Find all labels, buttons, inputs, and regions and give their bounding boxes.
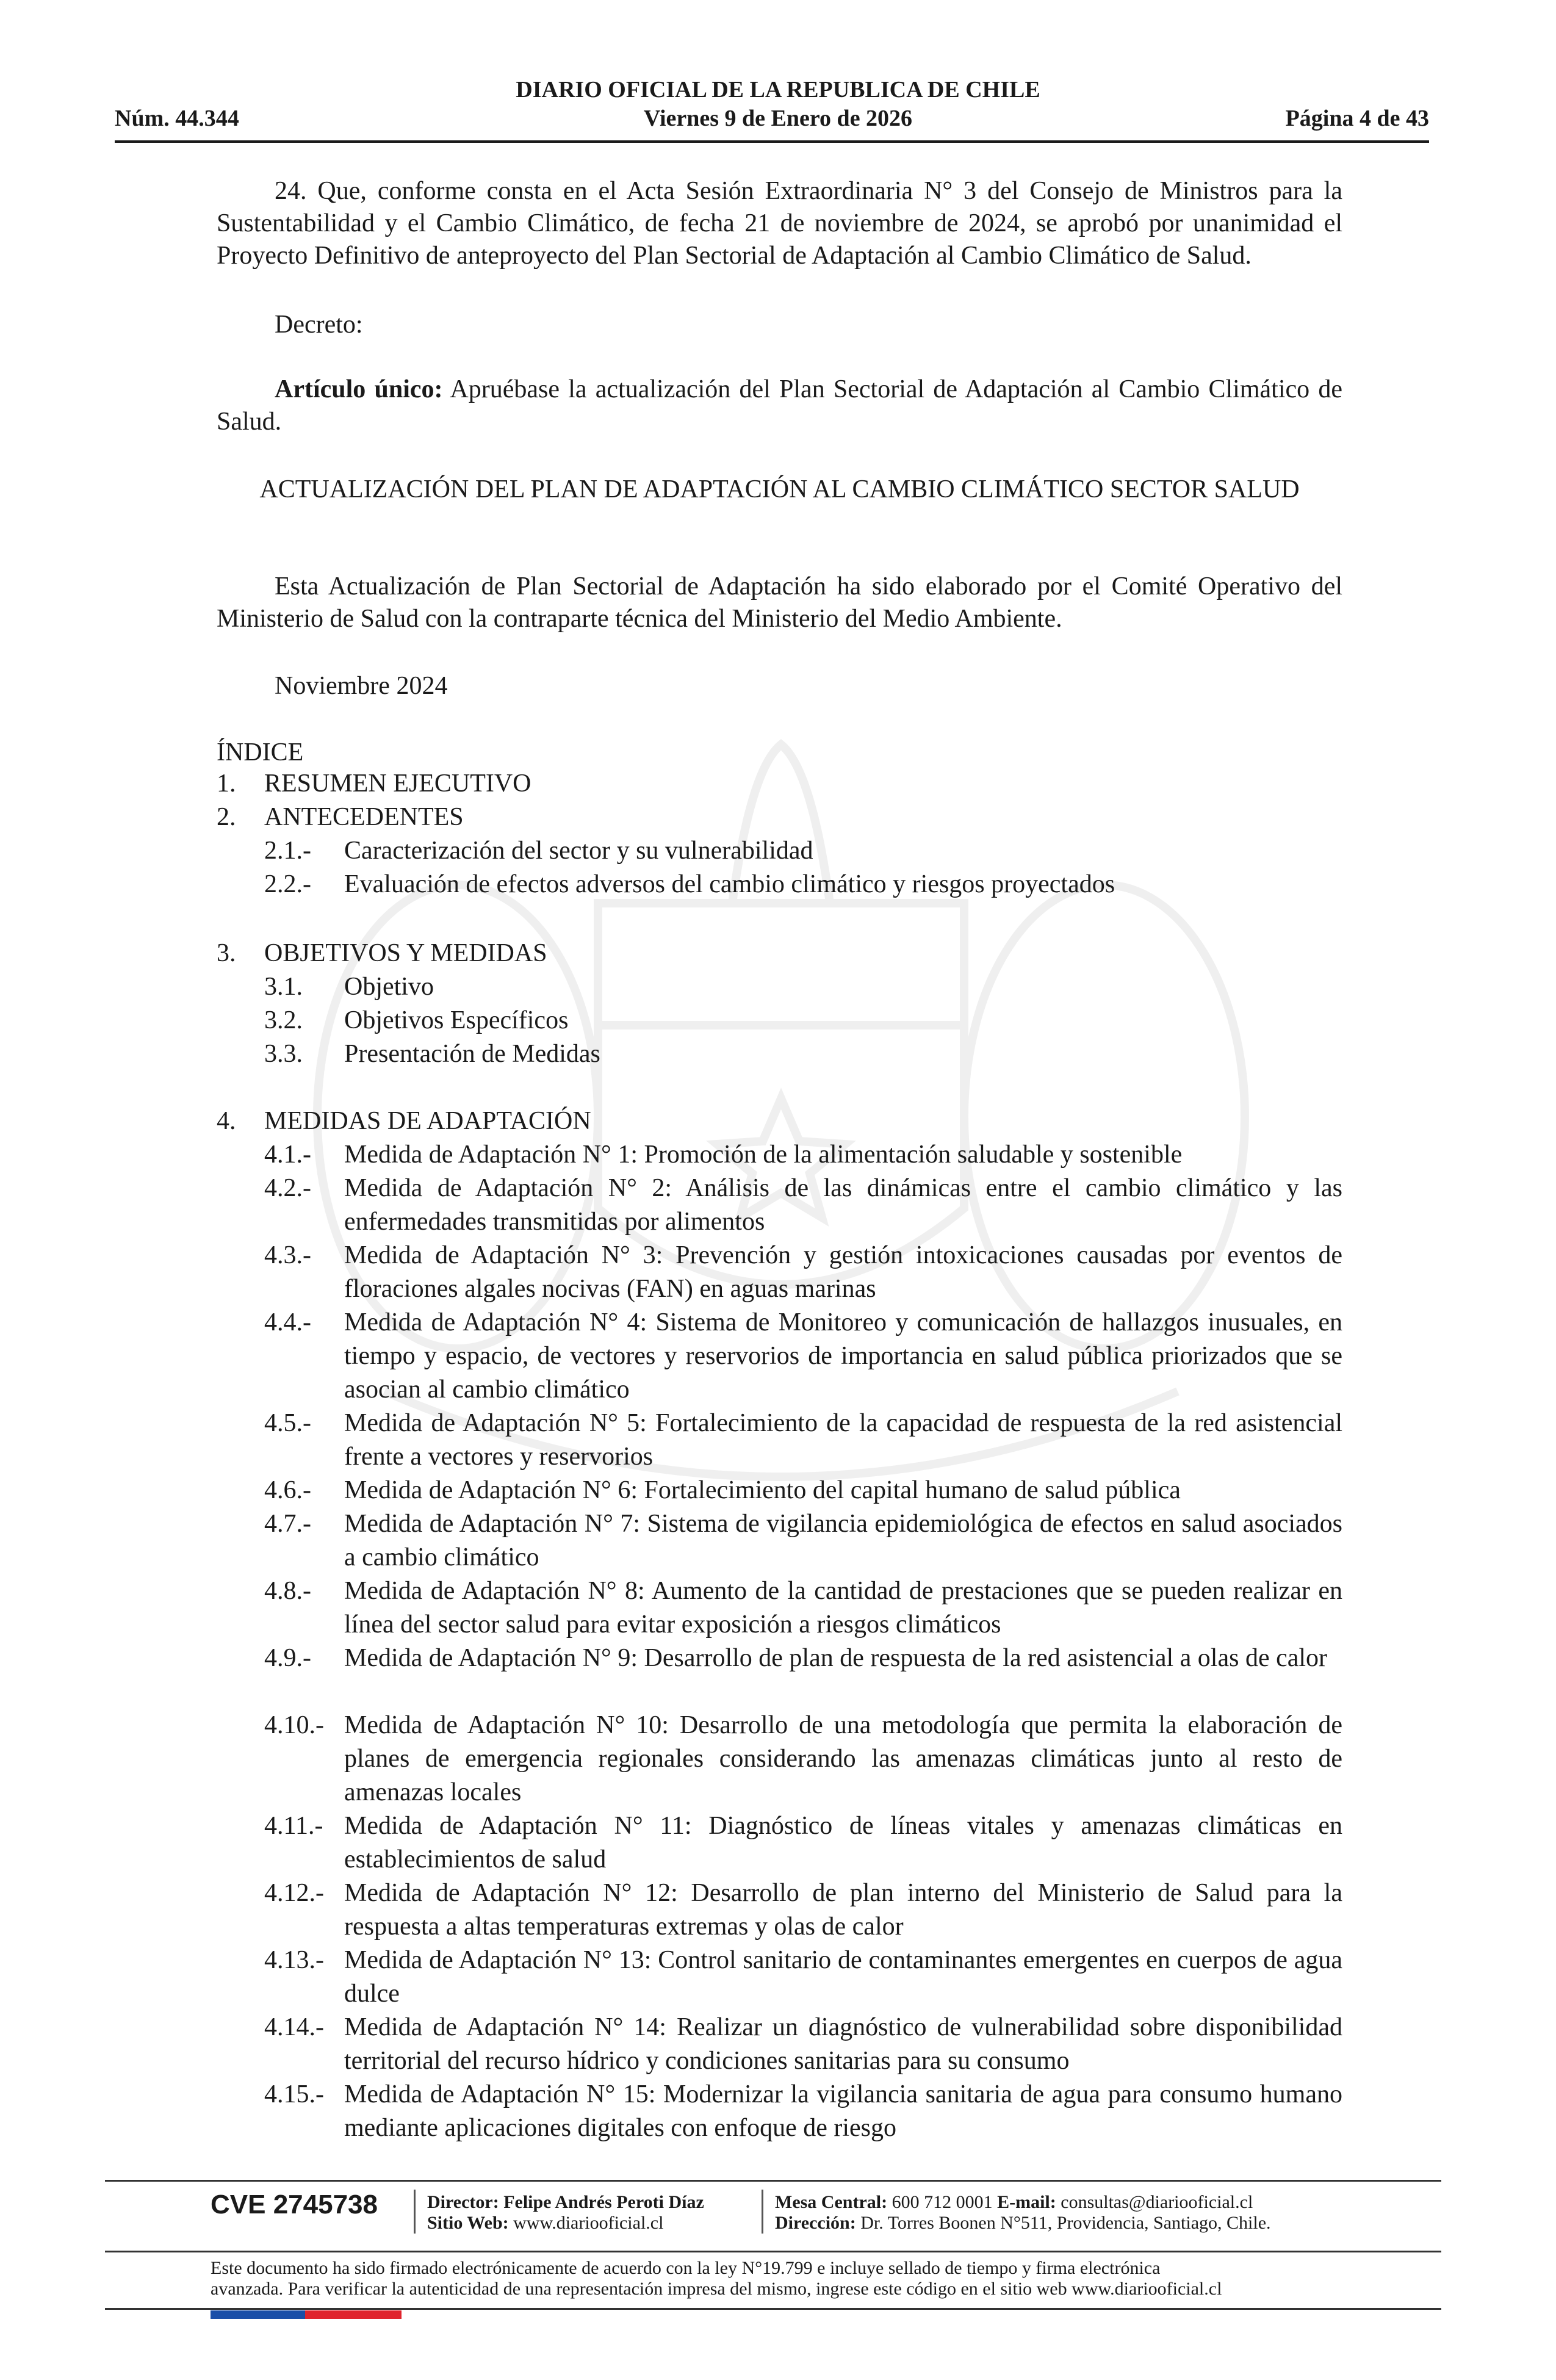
- index-text: Medida de Adaptación N° 13: Control sanitario de contaminantes emergentes en cuerpos de agua dulce: [344, 1946, 1342, 2008]
- intro-paragraph: Esta Actualización de Plan Sectorial de Adaptación ha sido elaborado por el Comité Operativo del Ministerio de Salud con la contraparte técnica del Ministerio del Medio Ambiente.: [217, 572, 1342, 633]
- index-text: Objetivos Específicos: [344, 1006, 569, 1034]
- index-num: 3.2.: [264, 1006, 303, 1034]
- index-item: [0, 1105, 1556, 1138]
- index-item: [0, 937, 1556, 970]
- index-num: 4.9.-: [264, 1644, 311, 1672]
- footer-separator: [414, 2190, 416, 2234]
- footer-separator: [762, 2190, 763, 2234]
- index-num: 3.3.: [264, 1040, 303, 1068]
- index-num: 4.5.-: [264, 1409, 311, 1437]
- email-link[interactable]: consultas@diariooficial.cl: [1056, 2192, 1253, 2212]
- index-text: Caracterización del sector y su vulnerabilidad: [344, 837, 813, 865]
- contact-line: [775, 2192, 1253, 2213]
- index-num: 3.: [217, 939, 236, 967]
- address-value: Dr. Torres Boonen N°511, Providencia, Santiago, Chile.: [855, 2213, 1271, 2233]
- index-num: 4.13.-: [264, 1946, 324, 1974]
- index-num: 4.: [217, 1107, 236, 1135]
- address-line: [775, 2213, 1271, 2234]
- legal-notice: [211, 2258, 1222, 2299]
- index-text: Medida de Adaptación N° 15: Modernizar la vigilancia sanitaria de agua para consumo humano mediante aplicaciones digitales con enfoque de riesgo: [344, 2080, 1342, 2142]
- index-text: Medida de Adaptación N° 5: Fortalecimiento de la capacidad de respuesta de la red asistencial frente a vectores y reservorios: [344, 1409, 1342, 1471]
- index-text: Medida de Adaptación N° 14: Realizar un diagnóstico de vulnerabilidad sobre disponibilidad territorial del recurso hídrico y condiciones sanitarias para su consumo: [344, 2013, 1342, 2075]
- index-text: ANTECEDENTES: [264, 803, 464, 831]
- index-num: 4.15.-: [264, 2080, 324, 2108]
- index-num: 4.6.-: [264, 1476, 311, 1504]
- index-item: [0, 801, 1556, 834]
- director-line: [427, 2192, 704, 2213]
- page-number: Página 4 de 43: [1285, 106, 1429, 131]
- address-label: Dirección:: [775, 2213, 856, 2233]
- index-text: Presentación de Medidas: [344, 1040, 600, 1068]
- document-title: ACTUALIZACIÓN DEL PLAN DE ADAPTACIÓN AL CAMBIO CLIMÁTICO SECTOR SALUD: [259, 475, 1300, 503]
- index-num: 2.1.-: [264, 837, 311, 865]
- index-text: Medida de Adaptación N° 9: Desarrollo de plan de respuesta de la red asistencial a olas de calor: [344, 1644, 1328, 1672]
- index-text: Medida de Adaptación N° 12: Desarrollo de plan interno del Ministerio de Salud para la respuesta a altas temperaturas extremas y olas de calor: [344, 1879, 1342, 1941]
- index-title: ÍNDICE: [217, 738, 304, 766]
- legal-line: avanzada. Para verificar la autenticidad de una representación impresa del mismo, ingrese este código en el sitio web www.diariooficial.cl: [211, 2279, 1222, 2299]
- index-text: Medida de Adaptación N° 2: Análisis de las dinámicas entre el cambio climático y las enfermedades transmitidas por alimentos: [344, 1174, 1342, 1236]
- paragraph-24: 24. Que, conforme consta en el Acta Sesión Extraordinaria N° 3 del Consejo de Ministros para la Sustentabilidad y el Cambio Climático, de fecha 21 de noviembre de 2024, se aprobó por unanimidad el Proyecto Definitivo de anteproyecto del Plan Sectorial de Adaptación al Cambio Climático de Salud.: [217, 177, 1342, 270]
- index-num: 3.1.: [264, 973, 303, 1001]
- index-text: Medida de Adaptación N° 10: Desarrollo de una metodología que permita la elaboración de planes de emergencia regionales considerando las amenazas climáticas junto al resto de amenazas locales: [344, 1711, 1342, 1806]
- mesa-phone: 600 712 0001: [887, 2192, 998, 2212]
- website-link[interactable]: www.diariooficial.cl: [508, 2213, 664, 2233]
- index-num: 4.8.-: [264, 1577, 311, 1605]
- index-num: 2.2.-: [264, 870, 311, 898]
- index-num: 4.1.-: [264, 1141, 311, 1169]
- index-text: RESUMEN EJECUTIVO: [264, 770, 531, 798]
- footer-divider: [105, 2180, 1441, 2182]
- index-text: Medida de Adaptación N° 7: Sistema de vigilancia epidemiológica de efectos en salud asociados a cambio climático: [344, 1510, 1342, 1571]
- issue-number: Núm. 44.344: [115, 106, 239, 131]
- index-text: Medida de Adaptación N° 4: Sistema de Monitoreo y comunicación de hallazgos inusuales, en tiempo y espacio, de vectores y reservorios de importancia en salud pública priorizados que se asocian al cambio climático: [344, 1308, 1342, 1404]
- index-num: 4.7.-: [264, 1510, 311, 1538]
- index-text: Medida de Adaptación N° 6: Fortalecimiento del capital humano de salud pública: [344, 1476, 1181, 1504]
- index-text: Medida de Adaptación N° 8: Aumento de la cantidad de prestaciones que se pueden realizar en línea del sector salud para evitar exposición a riesgos climáticos: [344, 1577, 1342, 1639]
- date-line: Noviembre 2024: [275, 672, 448, 700]
- index-item: [0, 767, 1556, 801]
- index-text: Evaluación de efectos adversos del cambio climático y riesgos proyectados: [344, 870, 1115, 898]
- footer-divider: [105, 2308, 1441, 2310]
- index-num: 4.4.-: [264, 1308, 311, 1336]
- director-label: Director:: [427, 2192, 499, 2212]
- publication-date: Viernes 9 de Enero de 2026: [643, 106, 913, 131]
- index-num: 4.3.-: [264, 1241, 311, 1269]
- flag-stripe-red: [305, 2310, 402, 2319]
- decreto-label: Decreto:: [275, 311, 363, 339]
- header-divider: [115, 140, 1429, 143]
- footer-divider: [105, 2251, 1441, 2252]
- website-line: [427, 2213, 663, 2234]
- index-text: Medida de Adaptación N° 11: Diagnóstico de líneas vitales y amenazas climáticas en establecimientos de salud: [344, 1812, 1342, 1873]
- email-label: E-mail:: [997, 2192, 1056, 2212]
- index-num: 1.: [217, 770, 236, 798]
- index-text: OBJETIVOS Y MEDIDAS: [264, 939, 547, 967]
- director-name: Felipe Andrés Peroti Díaz: [499, 2192, 704, 2212]
- index-num: 4.2.-: [264, 1174, 311, 1202]
- index-num: 2.: [217, 803, 236, 831]
- index-num: 4.10.-: [264, 1711, 324, 1739]
- website-label: Sitio Web:: [427, 2213, 509, 2233]
- legal-line: Este documento ha sido firmado electrónicamente de acuerdo con la ley N°19.799 e incluye sellado de tiempo y firma electrónica: [211, 2258, 1161, 2278]
- flag-stripe-blue: [211, 2310, 305, 2319]
- cve-code: CVE 2745738: [211, 2190, 378, 2220]
- mesa-label: Mesa Central:: [775, 2192, 888, 2212]
- publication-title: DIARIO OFICIAL DE LA REPUBLICA DE CHILE: [516, 77, 1040, 103]
- index-num: 4.11.-: [264, 1812, 323, 1840]
- articulo-label: Artículo único:: [275, 375, 443, 403]
- index-text: MEDIDAS DE ADAPTACIÓN: [264, 1107, 591, 1135]
- index-num: 4.12.-: [264, 1879, 324, 1907]
- index-text: Objetivo: [344, 973, 434, 1001]
- index-num: 4.14.-: [264, 2013, 324, 2041]
- index-text: Medida de Adaptación N° 3: Prevención y gestión intoxicaciones causadas por eventos de floraciones algales nocivas (FAN) en aguas marinas: [344, 1241, 1342, 1303]
- articulo-unico: [217, 373, 1342, 438]
- articulo-text: Apruébase la actualización del Plan Sectorial de Adaptación al Cambio Climático de Salud.: [217, 375, 1342, 436]
- index-text: Medida de Adaptación N° 1: Promoción de la alimentación saludable y sostenible: [344, 1141, 1183, 1169]
